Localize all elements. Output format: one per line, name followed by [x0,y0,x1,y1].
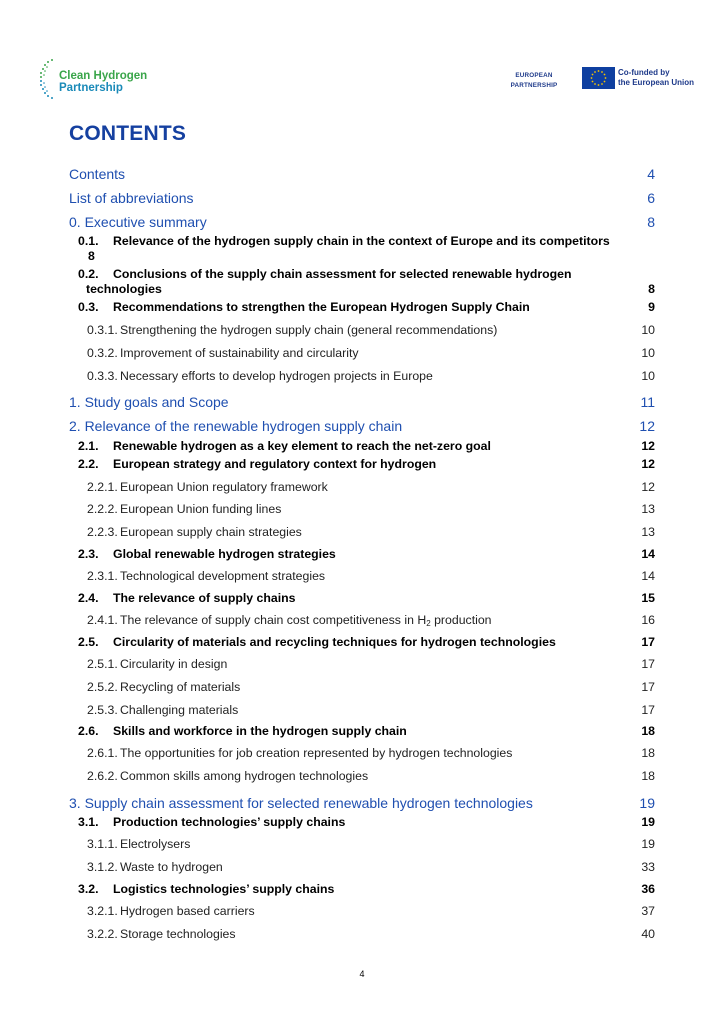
toc-page: 10 [641,346,655,360]
toc-label: Relevance of the hydrogen supply chain in the context of Europe and its competitors [113,234,610,248]
toc-number: 2.1. [78,439,99,453]
toc-number: 3.1.2. [87,860,118,874]
toc-number: 2.5.1. [87,657,118,671]
toc-page: 8 [88,249,95,263]
toc-entry-3-2-2[interactable] [87,927,655,941]
toc-entry-3-2-1[interactable] [87,904,655,918]
toc-entry-2-3-1[interactable] [87,569,655,583]
toc-page: 18 [641,724,655,738]
toc-label: Logistics technologies’ supply chains [113,882,335,896]
toc-number: 2.3. [78,547,99,561]
toc-number: 3.1.1. [87,837,118,851]
toc-entry-section-0[interactable] [69,214,655,230]
toc-label: List of abbreviations [69,190,194,206]
toc-label: Technological development strategies [120,569,326,583]
toc-label: European Union funding lines [120,502,282,516]
logo-line-1: Clean Hydrogen [59,70,148,82]
toc-page: 11 [640,394,655,410]
toc-page: 10 [641,323,655,337]
toc-entry-section-1[interactable] [69,394,655,410]
toc-page: 18 [641,769,655,783]
toc-label: Production technologies’ supply chains [113,815,346,829]
cofunded-line-2: the European Union [618,78,694,87]
toc-entry-2-1[interactable] [78,439,655,453]
toc-label: Hydrogen based carriers [120,904,255,918]
toc-entry-3-1[interactable] [78,815,655,829]
toc-page: 19 [641,837,655,851]
toc-number: 0.3. [78,300,99,314]
toc-page: 18 [641,746,655,760]
toc-page: 17 [641,657,655,671]
toc-number: 2.3.1. [87,569,118,583]
toc-label: Storage technologies [120,927,236,941]
toc-page: 12 [639,418,655,434]
toc-number: 3.1. [78,815,99,829]
toc-entry-3-1-1[interactable] [87,837,655,851]
toc-number: 2.6. [78,724,99,738]
toc-entry-2-2-3[interactable] [87,525,655,539]
toc-label: The opportunities for job creation represented by hydrogen technologies [120,746,513,760]
toc-number: 2.4.1. [87,613,118,627]
toc-entry-3-1-2[interactable] [87,860,655,874]
toc-number: 3.2.1. [87,904,118,918]
toc-page: 15 [641,591,655,605]
toc-label-continued: technologies [86,282,162,296]
toc-label [120,613,637,627]
toc-entry-2-3[interactable] [78,547,655,561]
toc-number: 2.4. [78,591,99,605]
toc-label: Recycling of materials [120,680,241,694]
european-partnership-label [502,71,566,91]
toc-page: 12 [641,439,655,453]
toc-number: 2.6.1. [87,746,118,760]
logo-line-2: Partnership [59,82,123,94]
toc-label: Global renewable hydrogen strategies [113,547,336,561]
toc-page: 37 [641,904,655,918]
toc-label: Circularity in design [120,657,228,671]
toc-page: 10 [641,369,655,383]
toc-entry-0-3-2[interactable] [87,346,655,360]
toc-page: 33 [641,860,655,874]
cofunded-line-1: Co-funded by [618,68,670,77]
toc-label: Circularity of materials and recycling techniques for hydrogen technologies [113,635,556,649]
toc-number: 2.6.2. [87,769,118,783]
toc-page: 8 [647,214,655,230]
toc-page: 17 [641,680,655,694]
toc-label: 1. Study goals and Scope [69,394,229,410]
toc-label: Waste to hydrogen [120,860,223,874]
clean-hydrogen-partnership-logo [38,56,148,102]
toc-label: The relevance of supply chains [113,591,296,605]
toc-label: European strategy and regulatory context for hydrogen [113,457,437,471]
toc-number: 2.2.2. [87,502,118,516]
toc-label: Strengthening the hydrogen supply chain (general recommendations) [120,323,498,337]
toc-label-part-1: The relevance of supply chain cost competitiveness in H [120,613,427,627]
toc-number: 0.3.1. [87,323,118,337]
toc-entry-2-6-1[interactable] [87,746,655,760]
toc-label: Improvement of sustainability and circularity [120,346,359,360]
toc-label: Common skills among hydrogen technologies [120,769,369,783]
toc-number: 2.2. [78,457,99,471]
toc-number: 2.2.1. [87,480,118,494]
toc-number: 0.3.2. [87,346,118,360]
toc-entry-section-2[interactable] [69,418,655,434]
page-title: CONTENTS [69,122,187,145]
toc-entry-2-5[interactable] [78,635,655,649]
toc-label: Conclusions of the supply chain assessment for selected renewable hydrogen [113,267,572,281]
toc-page: 14 [641,569,655,583]
page-number: 4 [359,969,365,979]
toc-entry-0-3-3[interactable] [87,369,655,383]
toc-entry-2-5-2[interactable] [87,680,655,694]
toc-page: 14 [641,547,655,561]
toc-entry-2-5-3[interactable] [87,703,655,717]
toc-page: 4 [647,166,655,182]
subscript-2: 2 [426,619,431,628]
toc-page: 6 [647,190,655,206]
toc-entry-abbreviations[interactable] [69,190,655,206]
toc-entry-2-6-2[interactable] [87,769,655,783]
toc-page: 8 [648,282,655,296]
toc-label: 3. Supply chain assessment for selected renewable hydrogen technologies [69,795,533,811]
toc-page: 17 [641,635,655,649]
toc-label: 0. Executive summary [69,214,207,230]
toc-number: 3.2. [78,882,99,896]
toc-label: Renewable hydrogen as a key element to reach the net-zero goal [113,439,491,453]
toc-page: 36 [641,882,655,896]
toc-number: 3.2.2. [87,927,118,941]
toc-entry-2-4-1[interactable] [87,613,655,627]
toc-number: 2.5.2. [87,680,118,694]
eu-partnership-line-2: PARTNERSHIP [510,82,558,89]
toc-page: 13 [641,502,655,516]
toc-number: 2.5. [78,635,99,649]
eu-flag-icon [582,67,615,89]
toc-entry-2-2-2[interactable] [87,502,655,516]
toc-label-part-2: production [430,613,492,627]
eu-partnership-line-1: EUROPEAN [515,72,553,79]
toc-label: Necessary efforts to develop hydrogen projects in Europe [120,369,433,383]
toc-page: 17 [641,703,655,717]
toc-label: 2. Relevance of the renewable hydrogen supply chain [69,418,403,434]
toc-entry-2-2-1[interactable] [87,480,655,494]
toc-number: 2.2.3. [87,525,118,539]
toc-entry-0-3-1[interactable] [87,323,655,337]
toc-page: 16 [641,613,655,627]
toc-entry-3-2[interactable] [78,882,655,896]
toc-entry-2-5-1[interactable] [87,657,655,671]
toc-entry-2-2[interactable] [78,457,655,471]
toc-number: 2.5.3. [87,703,118,717]
page-header [0,0,724,110]
toc-entry-0-1[interactable] [78,234,655,264]
toc-entry-0-3[interactable] [78,300,655,314]
toc-number: 0.2. [78,267,99,281]
toc-page: 19 [641,815,655,829]
toc-page: 9 [648,300,655,314]
toc-entry-2-4[interactable] [78,591,655,605]
toc-page: 12 [641,480,655,494]
toc-entry-section-3[interactable] [69,795,655,811]
cofunded-by-eu-label [618,68,694,88]
logo-text [59,70,147,94]
toc-page: 40 [641,927,655,941]
toc-entry-contents[interactable] [69,166,655,182]
toc-label: Contents [69,166,126,182]
toc-number: 0.1. [78,234,99,248]
toc-label: Challenging materials [120,703,239,717]
toc-page: 12 [641,457,655,471]
toc-entry-0-2[interactable] [78,267,655,297]
toc-label: Electrolysers [120,837,191,851]
toc-page: 19 [639,795,655,811]
toc-entry-2-6[interactable] [78,724,655,738]
toc-label: Recommendations to strengthen the European Hydrogen Supply Chain [113,300,530,314]
toc-label: European Union regulatory framework [120,480,328,494]
toc-label: European supply chain strategies [120,525,302,539]
toc-label: Skills and workforce in the hydrogen supply chain [113,724,407,738]
toc-number: 0.3.3. [87,369,118,383]
toc-page: 13 [641,525,655,539]
